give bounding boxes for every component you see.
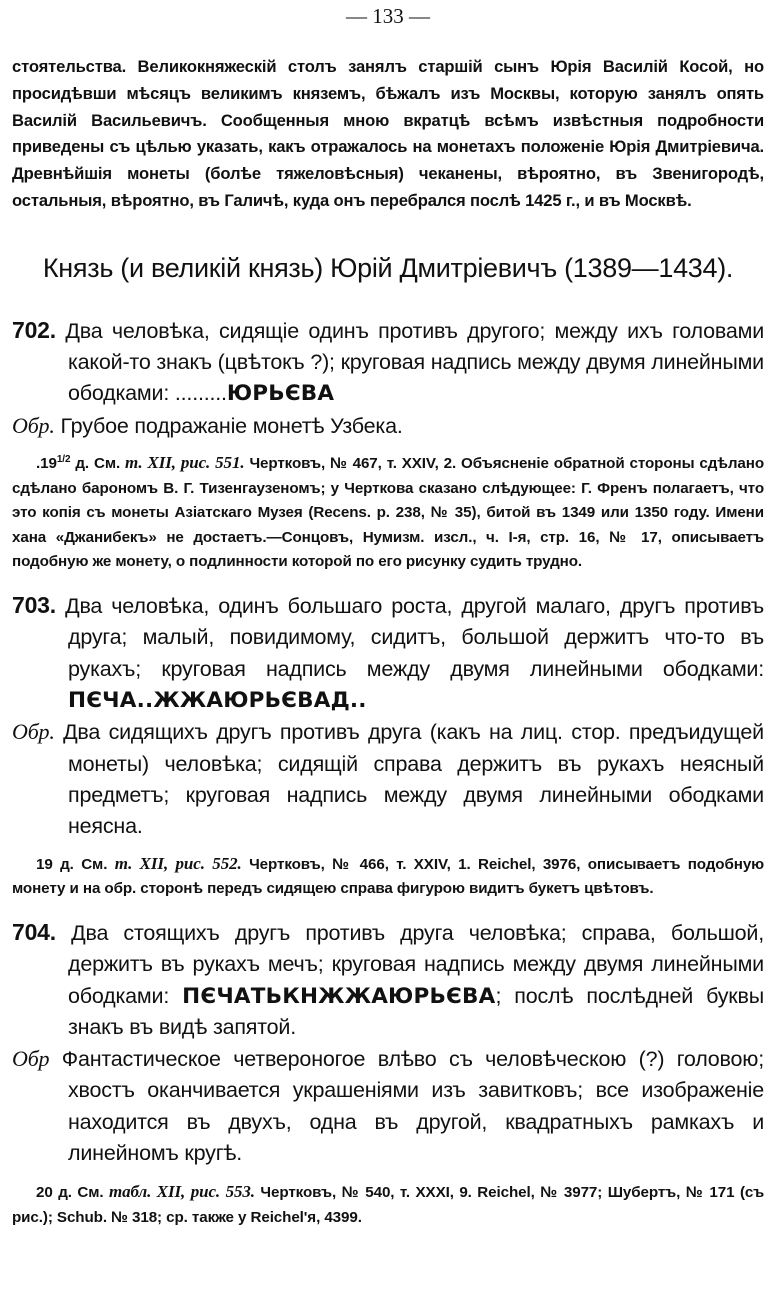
entry-description	[12, 590, 764, 716]
note-weight: 19	[36, 855, 53, 873]
coin-entry-704	[12, 917, 764, 1169]
intro-paragraph: стоятельства. Великокняжескій столъ занялъ старшій сынъ Юрія Василій Косой, но просидѣвши мѣсяцъ великимъ княземъ, бѣжалъ изъ Москвы, которую занялъ опять Василій Васильевичъ. Сообщенныя мною вкратцѣ всѣмъ извѣстныя подробности приведены съ цѣлью указать, какъ отражалось на монетахъ положеніе Юрія Дмитріевича. Древнѣйшія монеты (болѣе тяжеловѣсныя) чеканены, вѣроятно, въ Звенигородѣ, остальныя, вѣроятно, въ Галичѣ, куда онъ перебрался послѣ 1425 г., и въ Москвѣ.	[12, 57, 764, 210]
coin-note-704	[12, 1177, 764, 1230]
note-text: Чертковъ, № 540, т. XXXI, 9. Reichel, № 3977; Шубертъ, № 171 (съ рис.); Schub. № 318; ср. также у Reichel'я, 4399.	[12, 1184, 765, 1227]
entry-number: 702.	[12, 316, 56, 343]
note-plate-reference: т. XII, рис. 552.	[114, 853, 242, 873]
note-weight: 20	[36, 1184, 53, 1202]
note-plate-reference: табл. XII, рис. 553.	[108, 1182, 255, 1202]
coin-note-702	[12, 448, 764, 575]
reverse-text: Фантастическое четвероногое влѣво съ человѣческою (?) головою; хвостъ оканчивается украшеніями изъ завитковъ; все изображеніе находится въ двухъ, одна въ другой, квадратныхъ рамкахъ и линейномъ кругѣ.	[61, 1047, 764, 1166]
reverse-label: Обр	[12, 1046, 50, 1072]
section-heading: Князь (и великій князь) Юрій Дмитріевичъ (1389—1434).	[42, 252, 734, 283]
note-unit: д. См.	[58, 1184, 104, 1202]
coin-legend: ПЄЧАТЬКНЖЖАЮРЬЄВА	[182, 983, 496, 1009]
page-number: — 133 —	[346, 4, 430, 28]
entry-description-text: Два стоящихъ другъ противъ друга человѣка; справа, большой, держитъ въ рукахъ мечъ; круговая надпись между двумя линейными ободками:	[68, 921, 764, 1008]
reverse-text: Грубое подражаніе монетѣ Узбека.	[60, 413, 403, 438]
note-text: Чертковъ, № 466, т. XXIV, 1. Reichel, 3976, описываетъ подобную монету и на обр. сторонѣ передъ сидящею справа фигурою видитъ букетъ цвѣтовъ.	[12, 855, 765, 898]
entry-number: 703.	[12, 592, 56, 619]
coin-legend: ПЄЧА..ЖЖАЮРЬЄВАД..	[68, 688, 367, 714]
coin-entry-703	[12, 590, 764, 842]
reverse-label: Обр.	[12, 719, 55, 745]
reverse-label: Обр.	[12, 412, 55, 438]
note-weight-fraction: 1/2	[56, 453, 71, 465]
coin-legend: ЮРЬЄВА	[226, 381, 335, 407]
entry-description-text: Два человѣка, сидящіе одинъ противъ другого; между ихъ головами какой-то знакъ (цвѣтокъ ?); круговая надпись между двумя линейными ободками: .........	[65, 318, 765, 406]
coin-entry-702	[12, 315, 764, 442]
reverse-text: Два сидящихъ другъ противъ друга (какъ на лиц. стор. предъидущей монеты) человѣка; сидящій справа держитъ въ рукахъ неясный предметъ; круговая надпись между двумя линейными ободками неясна.	[63, 720, 764, 839]
book-page	[12, 0, 764, 1246]
coin-note-703	[12, 849, 764, 902]
entry-description-text: Два человѣка, одинъ большаго роста, другой малаго, другъ противъ друга; малый, повидимому, сидитъ, большой держитъ что-то въ рукахъ; круговая надпись между двумя линейными ободками:	[65, 594, 764, 681]
entry-number: 704.	[12, 919, 56, 945]
reverse-description	[12, 716, 764, 842]
reverse-description	[12, 410, 764, 442]
entry-description	[12, 315, 764, 410]
reverse-description	[12, 1043, 764, 1169]
entry-description-tail: ; послѣ послѣдней буквы знакъ въ видѣ запятой.	[68, 983, 764, 1039]
note-weight: .19	[36, 455, 57, 473]
note-unit: д. См.	[75, 455, 121, 473]
entry-description	[12, 917, 764, 1043]
note-plate-reference: т. XII, рис. 551.	[125, 453, 245, 473]
note-unit: д. См.	[60, 855, 108, 873]
note-text: Чертковъ, № 467, т. XXIV, 2. Объясненіе обратной стороны сдѣлано сдѣлано барономъ В. Г. Тизенгаузеномъ; у Черткова сказано слѣдующее: Г. Френъ полагаетъ, что это копія съ монеты Азіатскаго Музея (Recens. p. 238, № 35), битой въ 1349 или 1350 году. Имени хана «Джанибекъ» не достаетъ.—Сонцовъ, Нумизм. изсл., ч. I-я, стр. 16, № 17, описываетъ подобную же монету, о подлинности которой по его рисунку судить трудно.	[12, 455, 765, 571]
